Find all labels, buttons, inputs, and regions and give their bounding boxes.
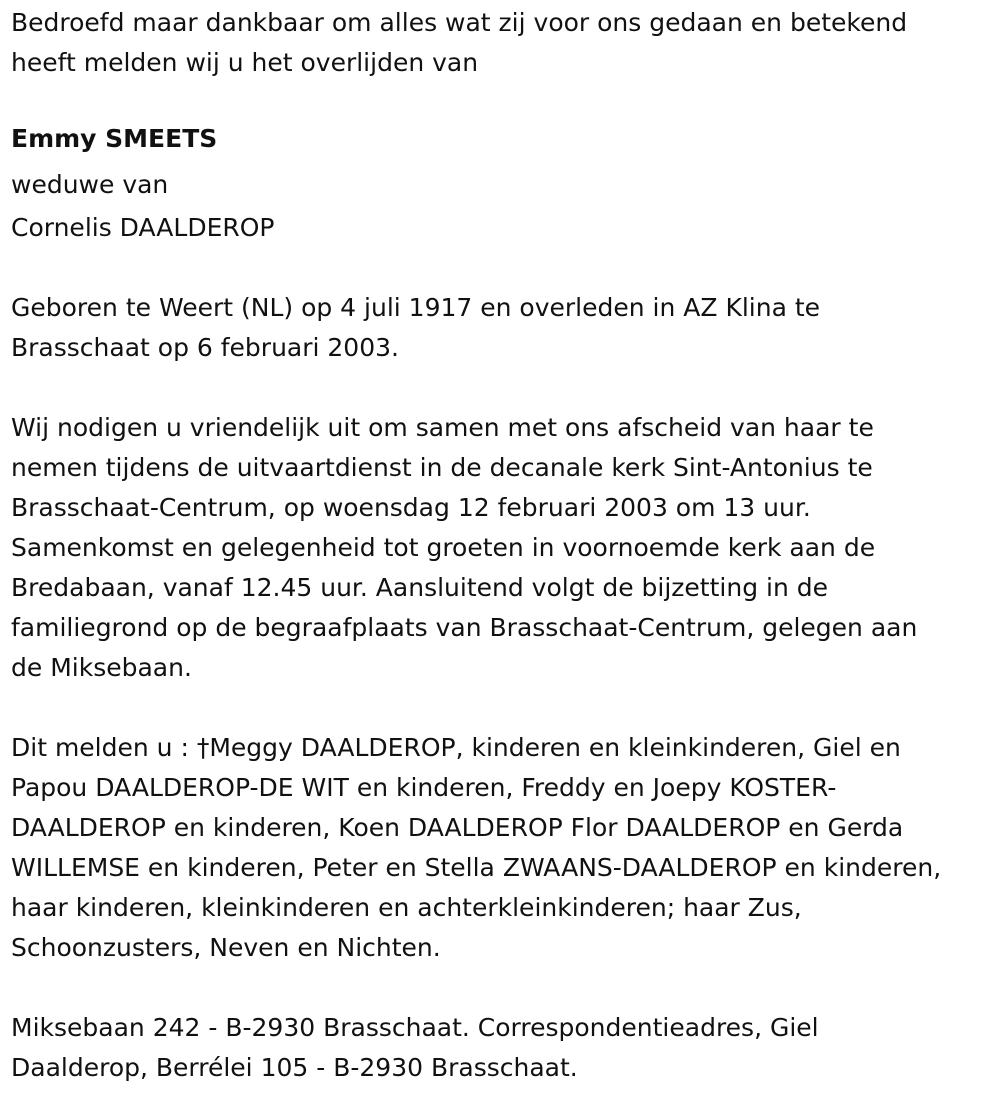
family-text: Meggy DAALDEROP, kinderen en kleinkinderen, Giel en Papou DAALDEROP-DE WIT en kinderen, Freddy en Joepy KOSTER- DAALDEROP en kinderen, Koen DAALDEROP Flor DAALDEROP en Gerda WILLEMSE en kinderen, Peter en Stella ZWAANS-DAALDEROP en kinderen, haar kinderen, kleinkinderen en achterkleinkinderen; haar Zus, Schoonzusters, Neven en Nichten. <box>11 733 942 962</box>
family-paragraph <box>11 728 996 968</box>
family-prefix: Dit melden u : <box>11 733 197 762</box>
obituary-document <box>11 3 996 1088</box>
cross-icon: † <box>196 733 210 762</box>
spacer <box>11 688 996 728</box>
spouse-name: Cornelis DAALDEROP <box>11 213 275 242</box>
address-paragraph: Miksebaan 242 - B-2930 Brasschaat. Correspondentieadres, Giel Daalderop, Berrélei 105 - B-2930 Brasschaat. <box>11 1013 819 1082</box>
spacer <box>11 968 996 1008</box>
spacer <box>11 83 996 116</box>
invitation-paragraph: Wij nodigen u vriendelijk uit om samen met ons afscheid van haar te nemen tijdens de uitvaartdienst in de decanale kerk Sint-Antonius te Brasschaat-Centrum, op woensdag 12 februari 2003 om 13 uur. Samenkomst en gelegenheid tot groeten in voornoemde kerk aan de Bredabaan, vanaf 12.45 uur. Aansluitend volgt de bijzetting in de familiegrond op de begraafplaats van Brasschaat-Centrum, gelegen aan de Miksebaan. <box>11 413 918 682</box>
relation-text: weduwe van <box>11 170 169 199</box>
spacer <box>11 248 996 288</box>
birth-death-paragraph: Geboren te Weert (NL) op 4 juli 1917 en overleden in AZ Klina te Brasschaat op 6 februari 2003. <box>11 293 821 362</box>
spacer <box>11 368 996 408</box>
intro-paragraph: Bedroefd maar dankbaar om alles wat zij voor ons gedaan en betekend heeft melden wij u het overlijden van <box>11 8 908 77</box>
deceased-name: Emmy SMEETS <box>11 124 218 153</box>
